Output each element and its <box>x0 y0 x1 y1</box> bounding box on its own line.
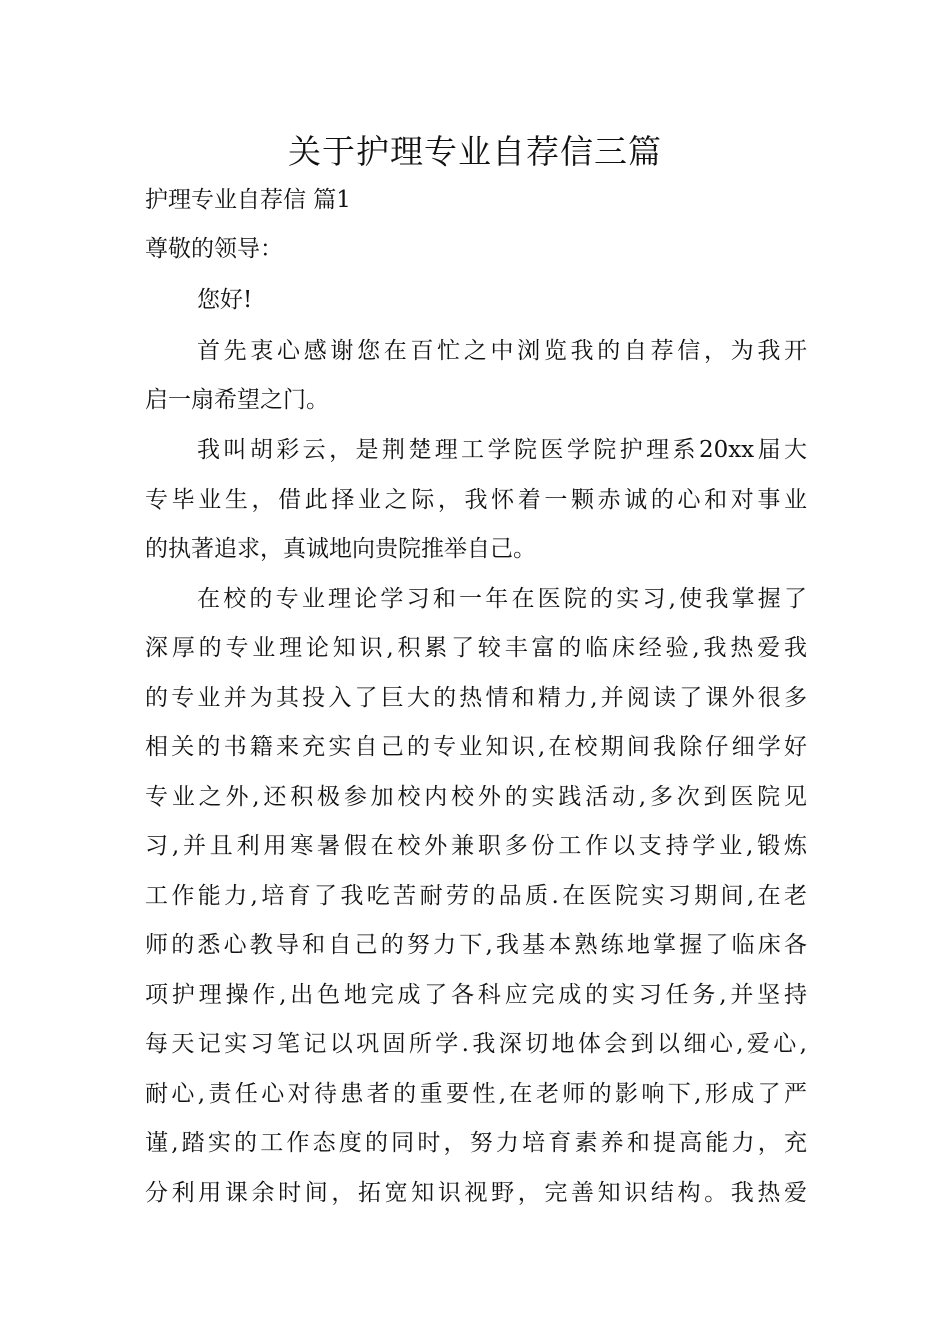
paragraph-line: 的专业并为其投入了巨大的热情和精力,并阅读了课外很多 <box>145 685 807 711</box>
paragraph-line: 工作能力,培育了我吃苦耐劳的品质.在医院实习期间,在老 <box>145 883 807 909</box>
paragraph-line: 首先衷心感谢您在百忙之中浏览我的自荐信，为我开 <box>197 338 807 364</box>
paragraph-line: 习,并且利用寒暑假在校外兼职多份工作以支持学业,锻炼 <box>145 833 807 859</box>
paragraph-line: 专业之外,还积极参加校内校外的实践活动,多次到医院见 <box>145 784 807 810</box>
section-subtitle: 护理专业自荐信 篇1 <box>145 187 351 213</box>
paragraph-line: 相关的书籍来充实自己的专业知识,在校期间我除仔细学好 <box>145 734 807 760</box>
paragraph-line: 专毕业生，借此择业之际，我怀着一颗赤诚的心和对事业 <box>145 487 807 513</box>
document-title: 关于护理专业自荐信三篇 <box>288 132 662 171</box>
paragraph-line: 在校的专业理论学习和一年在医院的实习,使我掌握了 <box>197 586 807 612</box>
paragraph-line: 深厚的专业理论知识,积累了较丰富的临床经验,我热爱我 <box>145 635 807 661</box>
paragraph-line: 耐心,责任心对待患者的重要性,在老师的影响下,形成了严 <box>145 1081 807 1107</box>
paragraph-line: 每天记实习笔记以巩固所学.我深切地体会到以细心,爱心, <box>145 1031 807 1057</box>
paragraph-line: 师的悉心教导和自己的努力下,我基本熟练地掌握了临床各 <box>145 932 807 958</box>
greeting: 您好! <box>197 287 253 313</box>
paragraph-line: 项护理操作,出色地完成了各科应完成的实习任务,并坚持 <box>145 982 807 1008</box>
paragraph-line: 我叫胡彩云，是荆楚理工学院医学院护理系20xx届大 <box>197 437 807 463</box>
paragraph-line: 启一扇希望之门。 <box>145 387 329 413</box>
salutation: 尊敬的领导： <box>145 236 283 262</box>
paragraph-line: 谨,踏实的工作态度的同时，努力培育素养和提高能力，充 <box>145 1130 807 1156</box>
paragraph-line: 分利用课余时间，拓宽知识视野，完善知识结构。我热爱 <box>145 1180 807 1206</box>
paragraph-line: 的执著追求，真诚地向贵院推举自己。 <box>145 536 536 562</box>
